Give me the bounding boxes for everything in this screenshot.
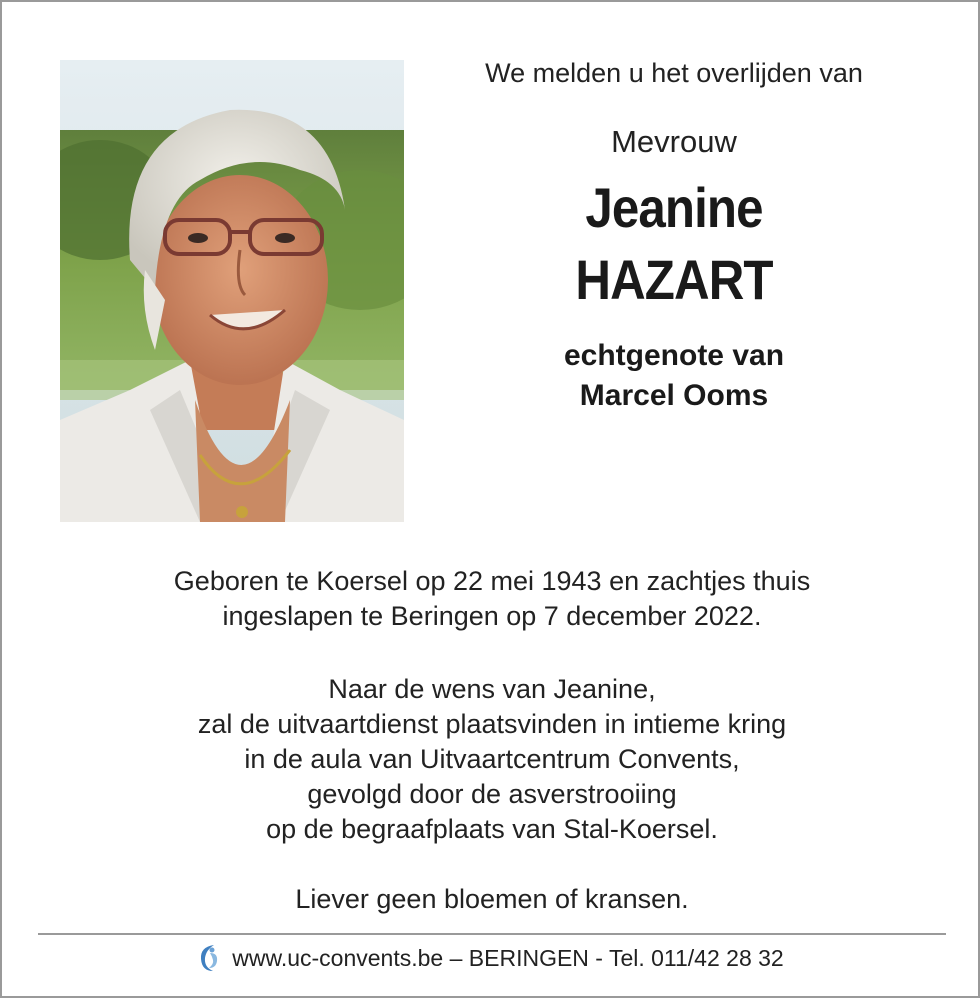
ceremony-line-3: in de aula van Uitvaartcentrum Convents, [244, 744, 740, 774]
funeral-home-logo-icon [196, 941, 222, 975]
announcement-header [404, 52, 944, 416]
flowers-notice: Liever geen bloemen of kransen. [295, 884, 689, 914]
spouse-line-1: echtgenote van [563, 339, 785, 372]
death-line: ingeslapen te Beringen op 7 december 2022. [222, 601, 762, 631]
footer-contact-text: www.uc-convents.be – BERINGEN - Tel. 011/42 28 32 [232, 944, 784, 971]
deceased-first-name: Jeanine [585, 176, 763, 239]
birth-line: Geboren te Koersel op 22 mei 1943 en zachtjes thuis [173, 566, 811, 596]
announcement-intro: We melden u het overlijden van [485, 58, 863, 88]
funeral-home-footer [2, 938, 978, 978]
ceremony-line-1: Naar de wens van Jeanine, [328, 674, 656, 704]
birth-death-details [42, 564, 942, 634]
ceremony-line-5: op de begraafplaats van Stal-Koersel. [266, 814, 718, 844]
spouse-relation [404, 336, 944, 416]
portrait-photo [60, 60, 404, 522]
spouse-name: Marcel Ooms [579, 379, 769, 412]
deceased-last-name: HAZART [575, 248, 773, 311]
honorific-title: Mevrouw [611, 124, 737, 159]
ceremony-line-2: zal de uitvaartdienst plaatsvinden in intieme kring [197, 709, 787, 739]
ceremony-line-4: gevolgd door de asverstrooiing [307, 779, 677, 809]
footer-divider [38, 933, 946, 935]
ceremony-details [42, 672, 942, 847]
